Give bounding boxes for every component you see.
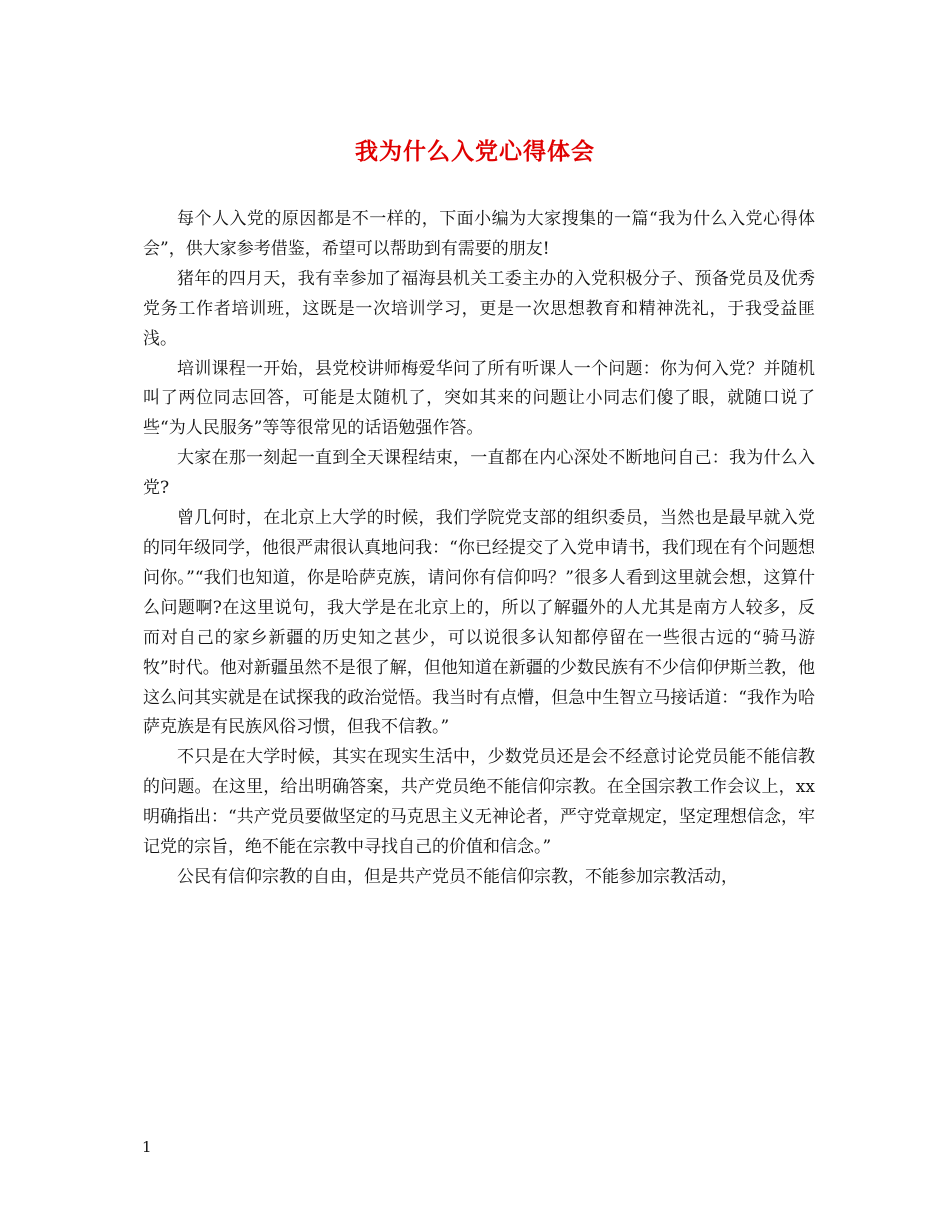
page-number: 1 [142,1138,152,1156]
paragraph: 不只是在大学时候，其实在现实生活中，少数党员还是会不经意讨论党员能不能信教的问题。在这里，给出明确答案，共产党员绝不能信仰宗教。在全国宗教工作会议上，xx明确指出：“共产党员要做坚定的马克思主义无神论者，严守党章规定，坚定理想信念，牢记党的宗旨，绝不能在宗教中寻找自己的价值和信念。” [143,747,815,858]
paragraph: 曾几何时，在北京上大学的时候，我们学院党支部的组织委员，当然也是最早就入党的同年级同学，他很严肃很认真地问我：“你已经提交了入党申请书，我们现在有个问题想问你。”“我们也知道，你是哈萨克族，请问你有信仰吗？”很多人看到这里就会想，这算什么问题啊?在这里说句，我大学是在北京上的，所以了解疆外的人尤其是南方人较多，反而对自己的家乡新疆的历史知之甚少，可以说很多认知都停留在一些很古远的“骑马游牧”时代。他对新疆虽然不是很了解，但他知道在新疆的少数民族有不少信仰伊斯兰教，他这么问其实就是在试探我的政治觉悟。我当时有点懵，但急中生智立马接话道：“我作为哈萨克族是有民族风俗习惯，但我不信教。” [143,508,815,738]
paragraph: 大家在那一刻起一直到全天课程结束，一直都在内心深处不断地问自己：我为什么入党? [143,448,815,499]
paragraph: 培训课程一开始，县党校讲师梅爱华问了所有听课人一个问题：你为何入党？并随机叫了两位同志回答，可能是太随机了，突如其来的问题让小同志们傻了眼，就随口说了些“为人民服务”等等很常见的话语勉强作答。 [143,358,815,439]
paragraph: 每个人入党的原因都是不一样的，下面小编为大家搜集的一篇“我为什么入党心得体会”，供大家参考借鉴，希望可以帮助到有需要的朋友! [143,209,815,259]
document-title: 我为什么入党心得体会 [355,138,595,165]
document-body [143,205,815,893]
paragraph: 猪年的四月天，我有幸参加了福海县机关工委主办的入党积极分子、预备党员及优秀党务工作者培训班，这既是一次培训学习，更是一次思想教育和精神洗礼，于我受益匪浅。 [143,268,815,349]
paragraph: 公民有信仰宗教的自由，但是共产党员不能信仰宗教，不能参加宗教活动， [177,866,738,887]
